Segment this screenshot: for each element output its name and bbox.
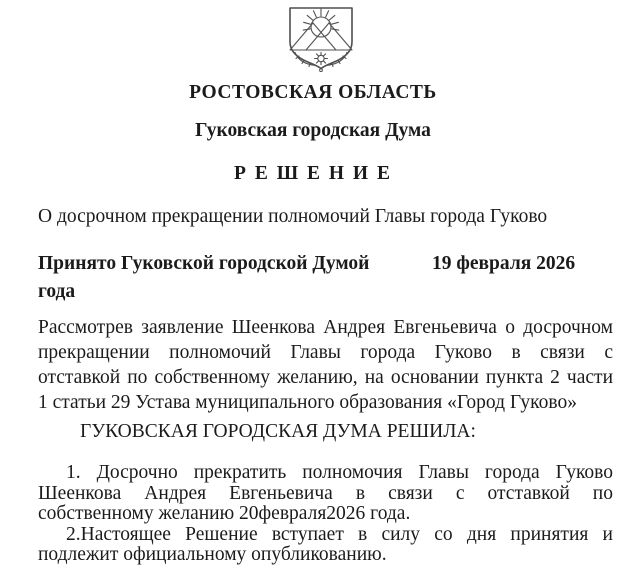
subject-line: О досрочном прекращении полномочий Главы города Гуково (38, 206, 548, 227)
sunflower-icon (315, 52, 328, 64)
preamble-line: прекращении полномочий Главы города Гуково в связи с (38, 342, 613, 363)
mountain-left (290, 23, 336, 50)
resolution-items (38, 463, 613, 566)
sun-rays (303, 9, 338, 30)
resolution-item-1 (38, 463, 613, 525)
authority-title: Гуковская городская Дума (195, 120, 431, 141)
resolution-heading: ГУКОВСКАЯ ГОРОДСКАЯ ДУМА РЕШИЛА: (80, 421, 476, 442)
document-type-heading: Р Е Ш Е Н И Е (234, 163, 392, 184)
adoption-label: Принято Гуковской городской Думой (38, 253, 370, 274)
preamble-line: Рассмотрев заявление Шеенкова Андрея Евгеньевича о досрочном (38, 317, 613, 338)
resolution-item-2 (38, 525, 613, 566)
adoption-date-tail: года (38, 281, 76, 302)
preamble-paragraph (38, 315, 613, 415)
adoption-row (38, 253, 613, 275)
mountain-right (306, 23, 352, 50)
item-line: подлежит официальному опубликованию. (38, 544, 387, 566)
preamble-line: отставкой по собственному желанию, на основании пункта 2 части (38, 367, 613, 388)
sun-icon (311, 17, 331, 37)
gukovo-coat-of-arms-icon (285, 4, 357, 72)
item-line: 1. Досрочно прекратить полномочия Главы города Гуково (66, 462, 613, 483)
shield-pendant (320, 69, 323, 72)
preamble-line: 1 статьи 29 Устава муниципального образования «Город Гуково» (38, 392, 577, 413)
adoption-date: 19 февраля 2026 (432, 253, 576, 274)
region-title: РОСТОВСКАЯ ОБЛАСТЬ (189, 82, 437, 103)
item-line: 2.Настоящее Решение вступает в силу со дня принятия и (66, 523, 613, 545)
item-line: Шеенкова Андрея Евгеньевича в связи с отставкой по (38, 482, 613, 504)
item-line: собственному желанию 20февраля2026 года. (38, 503, 411, 525)
